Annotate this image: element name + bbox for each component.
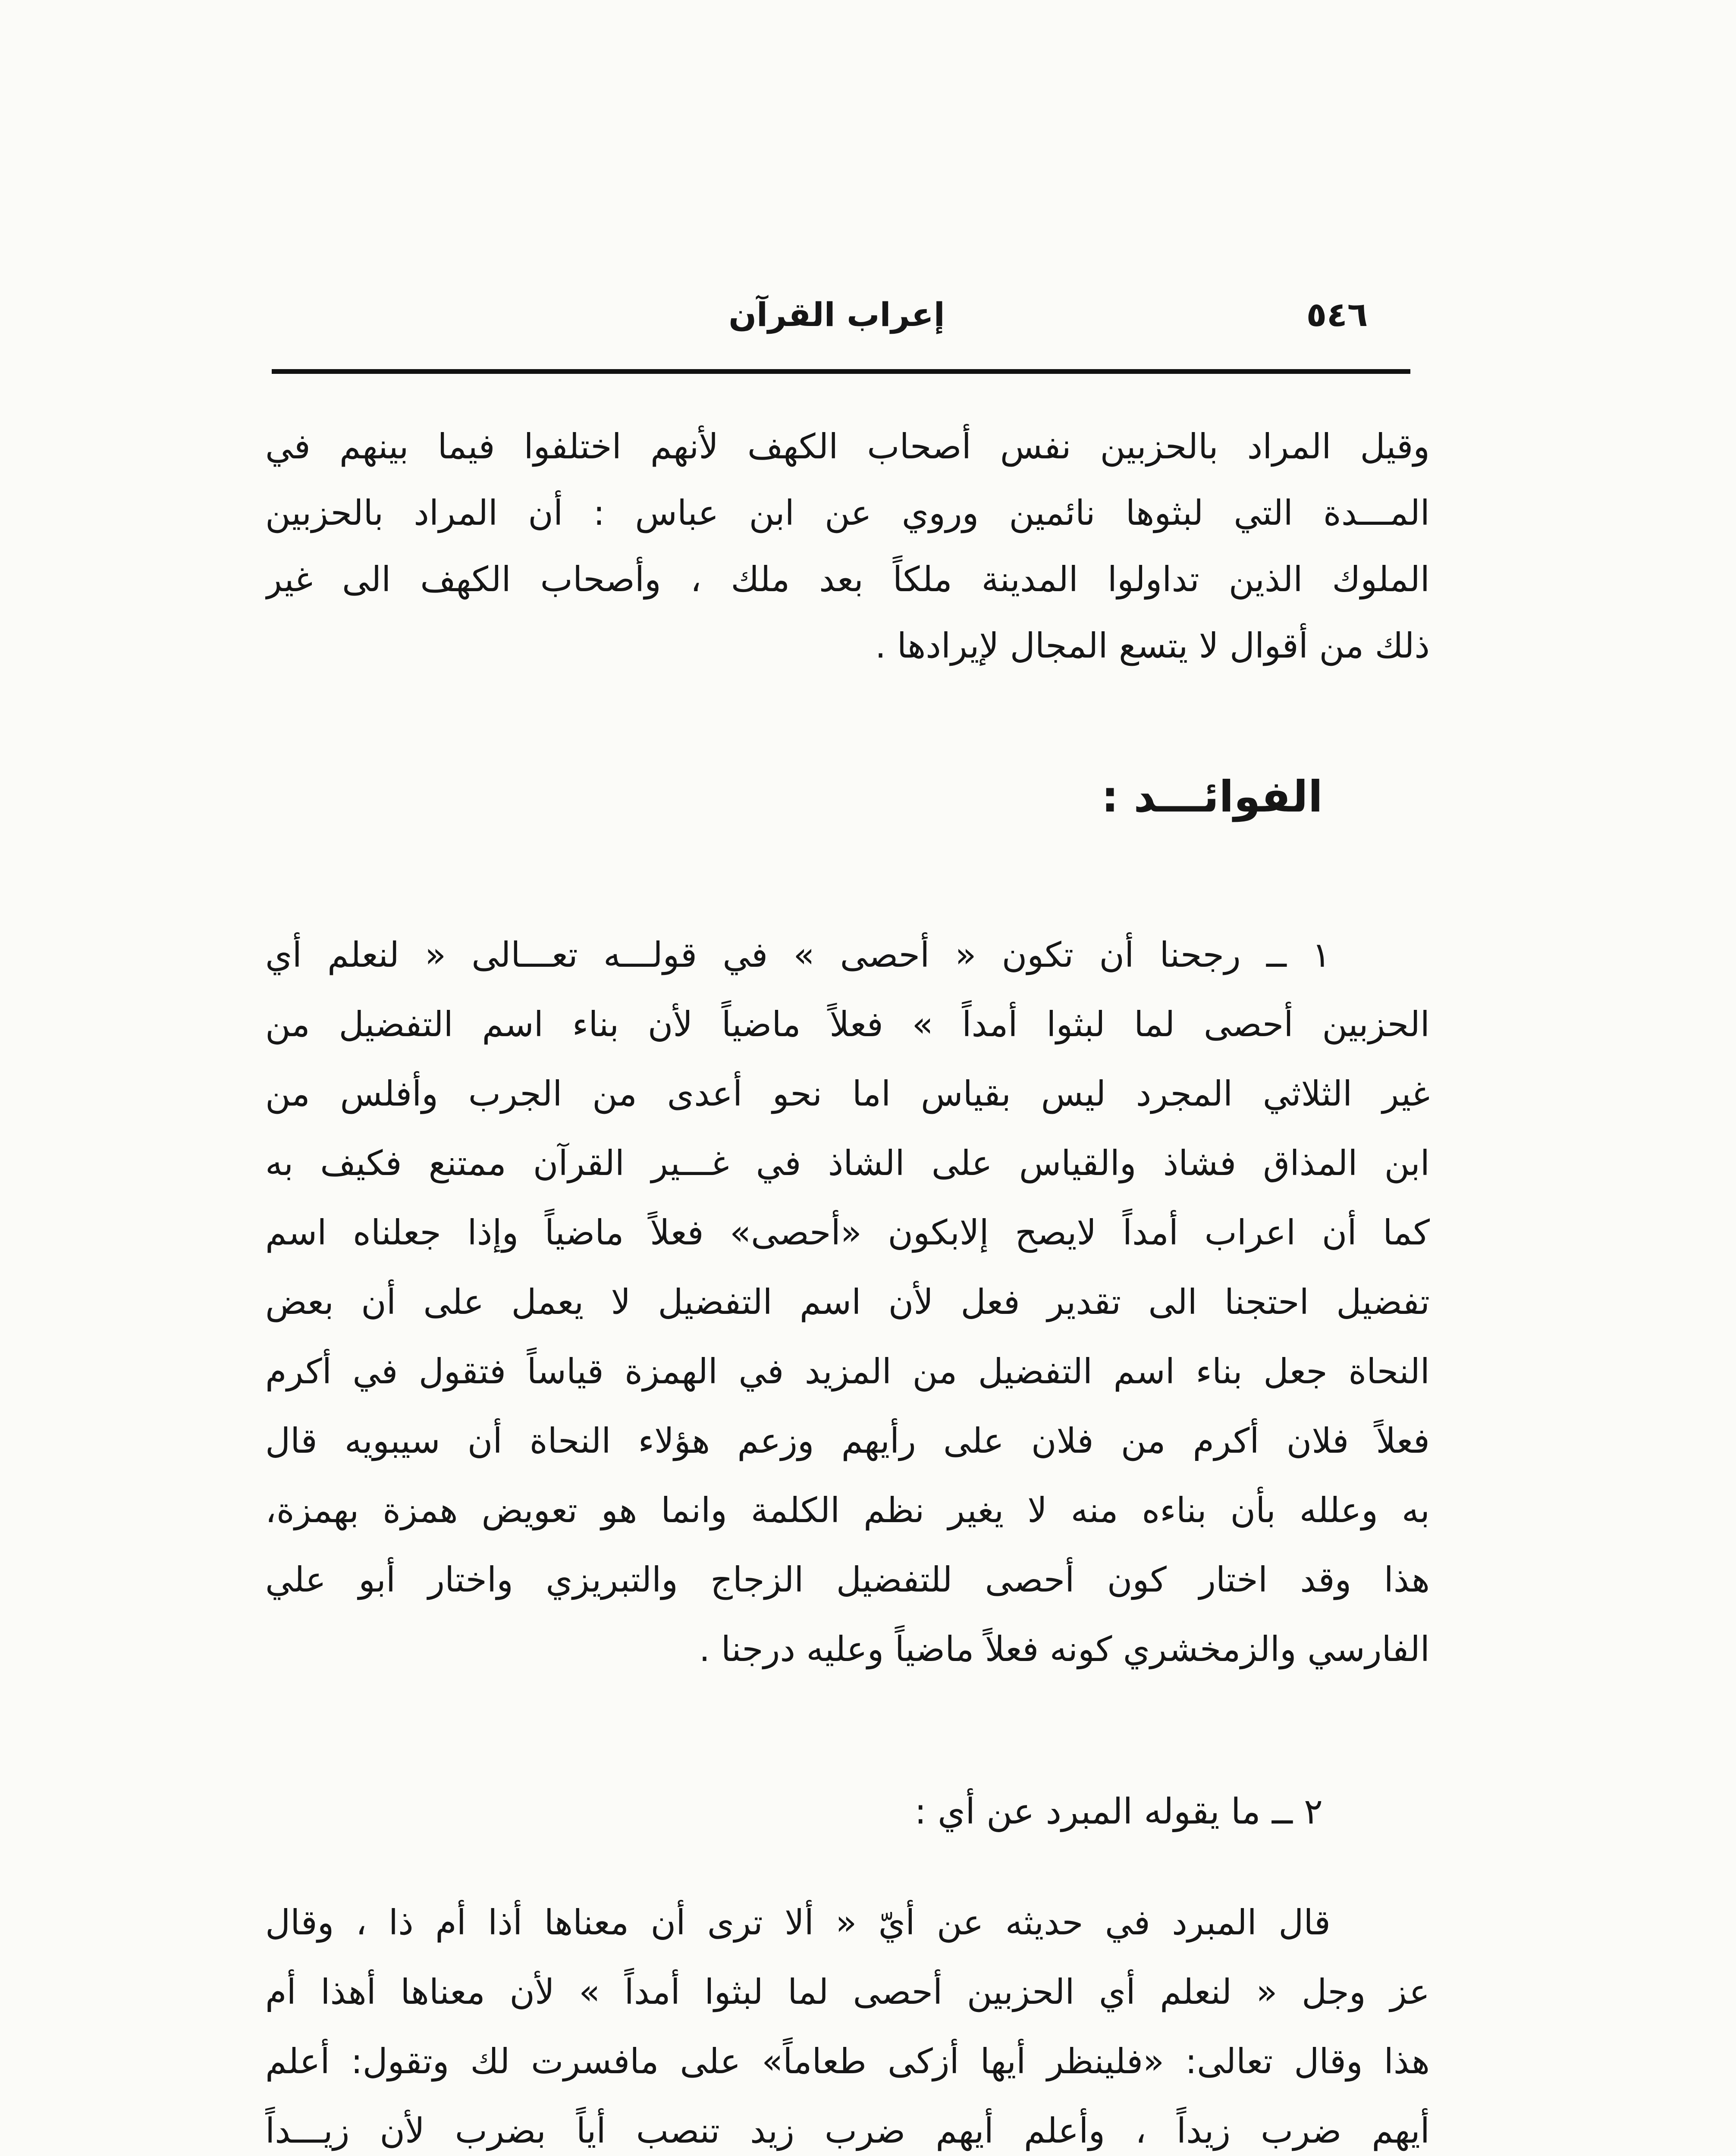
text-line: المـــدة التي لبثوها نائمين وروي عن ابن عباس : أن المراد بالحزبين [265,493,1430,533]
text-line: الفارسي والزمخشري كونه فعلاً ماضياً وعليه درجنا . [699,1629,1430,1669]
text-line: الحزبين أحصى لما لبثوا أمداً » فعلاً ماضياً لأن بناء اسم التفضيل من [265,1004,1430,1044]
text-line: فعلاً فلان أكرم من فلان على رأيهم وزعم هؤلاء النحاة أن سيبويه قال [265,1421,1430,1461]
text-line: الملوك الذين تداولوا المدينة ملكاً بعد ملك ، وأصحاب الكهف الى غير [265,559,1430,599]
intro-paragraph [265,414,1430,679]
text-line: النحاة جعل بناء اسم التفضيل من المزيد في الهمزة قياساً فتقول في أكرم [265,1351,1430,1391]
text-line: به وعلله بأن بناءه منه لا يغير نظم الكلمة وانما هو تعويض همزة بهمزة، [265,1490,1430,1530]
text-line: قال المبرد في حديثه عن أيّ « ألا ترى أن معناها أذا أم ذا ، وقال [265,1902,1331,1943]
subsection-heading: ٢ ــ ما يقوله المبرد عن أي : [914,1791,1323,1832]
text-line: كما أن اعراب أمداً لايصح إلابكون «أحصى» فعلاً ماضياً وإذا جعلناه اسم [265,1213,1430,1253]
text-line: ذلك من أقوال لا يتسع المجال لإيرادها . [875,626,1430,666]
text-line: ابن المذاق فشاذ والقياس على الشاذ في غـــير القرآن ممتنع فكيف به [265,1143,1430,1183]
text-line: هذا وقال تعالى: «فلينظر أيها أزكى طعاماً» على مافسرت لك وتقول: أعلم [265,2041,1430,2081]
point-2-paragraph [265,1888,1430,2156]
text-line: غير الثلاثي المجرد ليس بقياس اما نحو أعدى من الجرب وأفلس من [265,1074,1430,1114]
running-title: إعراب القرآن [728,295,945,334]
text-line: هذا وقد اختار كون أحصى للتفضيل الزجاج والتبريزي واختار أبو علي [265,1560,1430,1600]
page-number: ٥٤٦ [1306,295,1368,334]
point-1-paragraph [265,920,1430,1684]
text-line: ١ ــ رجحنا أن تكون « أحصى » في قولـــه تعـــالى « لنعلم أي [265,935,1331,975]
header-rule [272,369,1410,374]
text-line: وقيل المراد بالحزبين نفس أصحاب الكهف لأنهم اختلفوا فيما بينهم في [265,426,1430,467]
section-heading: الفوائـــد : [1101,771,1323,822]
text-line: عز وجل « لنعلم أي الحزبين أحصى لما لبثوا أمداً » لأن معناها أهذا أم [265,1972,1430,2012]
text-line: تفضيل احتجنا الى تقدير فعل لأن اسم التفضيل لا يعمل على أن بعض [265,1282,1430,1322]
text-line: أيهم ضرب زيداً ، وأعلم أيهم ضرب زيد تنصب أياً بضرب لأن زيـــداً [265,2111,1430,2151]
